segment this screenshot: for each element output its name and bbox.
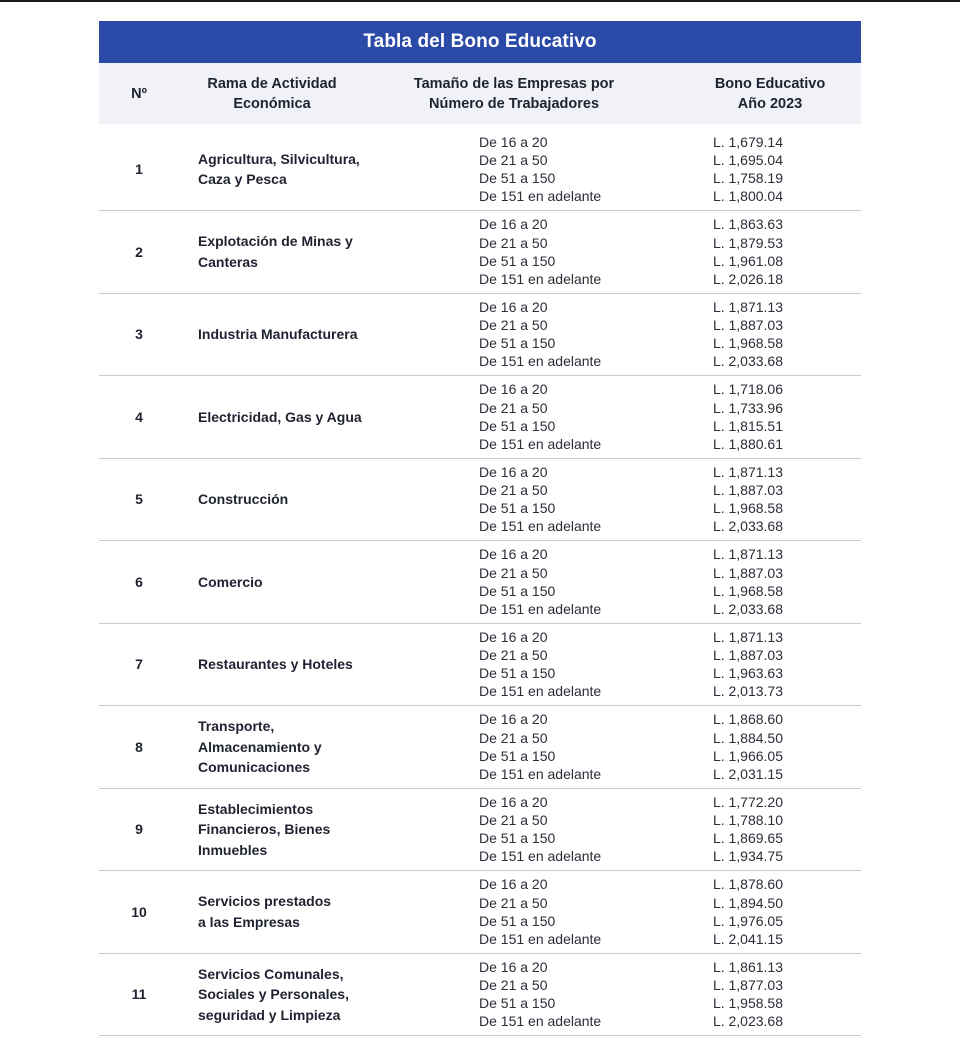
table-title: Tabla del Bono Educativo bbox=[99, 21, 861, 63]
bono-amount: L. 2,041.15 bbox=[712, 930, 783, 947]
bono-amount: L. 1,871.13 bbox=[712, 298, 783, 315]
company-size-range: De 16 a 20 bbox=[479, 546, 548, 563]
header-bono-line2: Año 2023 bbox=[737, 95, 803, 112]
bono-amount-list bbox=[629, 380, 861, 453]
bono-amount: L. 1,695.04 bbox=[712, 151, 783, 168]
company-size-list bbox=[389, 298, 629, 371]
company-size-range: De 51 a 150 bbox=[479, 995, 556, 1012]
rama-actividad-line: Canteras bbox=[198, 253, 258, 270]
company-size-range: De 16 a 20 bbox=[479, 216, 548, 233]
bono-amount: L. 1,879.53 bbox=[712, 234, 783, 251]
header-no: Nº bbox=[131, 85, 147, 102]
rama-actividad-line: a las Empresas bbox=[198, 913, 300, 930]
header-rama-line2: Económica bbox=[233, 95, 311, 112]
row-number: 10 bbox=[131, 903, 147, 920]
company-size-range: De 151 en adelante bbox=[479, 188, 602, 205]
bono-amount: L. 1,961.08 bbox=[712, 252, 783, 269]
company-size-range: De 16 a 20 bbox=[479, 463, 548, 480]
company-size-range: De 21 a 50 bbox=[479, 564, 548, 581]
row-number: 8 bbox=[135, 738, 143, 755]
company-size-list bbox=[389, 215, 629, 288]
company-size-range: De 151 en adelante bbox=[479, 518, 602, 535]
company-size-range: De 51 a 150 bbox=[479, 747, 556, 764]
company-size-range: De 21 a 50 bbox=[479, 812, 548, 829]
company-size-range: De 51 a 150 bbox=[479, 500, 556, 517]
company-size-range: De 16 a 20 bbox=[479, 876, 548, 893]
bono-amount: L. 1,758.19 bbox=[712, 170, 783, 186]
company-size-list bbox=[389, 875, 629, 948]
company-size-list bbox=[389, 133, 629, 206]
table-row bbox=[99, 706, 861, 789]
rama-actividad-line: Construcción bbox=[198, 491, 289, 507]
company-size-range: De 151 en adelante bbox=[479, 848, 602, 865]
bono-amount: L. 1,877.03 bbox=[712, 977, 783, 994]
bono-amount: L. 1,887.03 bbox=[712, 564, 783, 581]
bono-amount: L. 2,033.68 bbox=[712, 353, 783, 370]
bono-amount: L. 1,871.13 bbox=[712, 546, 783, 563]
row-number: 11 bbox=[131, 986, 147, 1003]
bono-amount-list bbox=[629, 875, 861, 948]
rama-actividad-line: Comercio bbox=[198, 573, 263, 590]
rama-actividad bbox=[179, 324, 389, 345]
company-size-range: De 16 a 20 bbox=[479, 133, 548, 150]
bono-amount: L. 2,013.73 bbox=[712, 683, 783, 700]
company-size-list bbox=[389, 463, 629, 536]
company-size-range: De 16 a 20 bbox=[479, 381, 548, 398]
company-size-list bbox=[389, 958, 629, 1031]
bono-amount: L. 1,966.05 bbox=[712, 747, 783, 764]
rama-actividad-line: Industria Manufacturera bbox=[198, 326, 358, 342]
company-size-range: De 151 en adelante bbox=[479, 435, 602, 452]
rama-actividad-line: Agricultura, Silvicultura, bbox=[198, 150, 360, 167]
table-row bbox=[99, 789, 861, 872]
rama-actividad-line: Almacenamiento y bbox=[198, 738, 322, 755]
bono-amount: L. 1,679.14 bbox=[712, 133, 783, 150]
bono-amount: L. 2,033.68 bbox=[712, 518, 783, 535]
company-size-range: De 21 a 50 bbox=[479, 399, 548, 416]
rama-actividad bbox=[179, 572, 389, 593]
company-size-range: De 16 a 20 bbox=[479, 298, 548, 315]
company-size-range: De 21 a 50 bbox=[479, 482, 548, 499]
bono-amount: L. 1,863.63 bbox=[712, 216, 783, 233]
company-size-range: De 51 a 150 bbox=[479, 912, 556, 929]
bono-amount-list bbox=[629, 710, 861, 783]
rama-actividad-line: Transporte, bbox=[198, 718, 275, 734]
bono-amount: L. 2,031.15 bbox=[712, 765, 783, 782]
table-row bbox=[99, 541, 861, 624]
bono-amount: L. 1,868.60 bbox=[712, 711, 783, 728]
bono-amount: L. 1,861.13 bbox=[712, 958, 783, 975]
bono-amount-list bbox=[629, 133, 861, 206]
row-number: 5 bbox=[135, 491, 143, 508]
bono-amount: L. 1,772.20 bbox=[712, 793, 783, 810]
company-size-range: De 151 en adelante bbox=[479, 930, 602, 947]
bono-educativo-table bbox=[99, 21, 861, 1036]
rama-actividad-line: Electricidad, Gas y Agua bbox=[198, 408, 362, 425]
bono-amount: L. 1,968.58 bbox=[712, 500, 783, 517]
company-size-range: De 21 a 50 bbox=[479, 234, 548, 251]
company-size-list bbox=[389, 793, 629, 866]
bono-amount: L. 1,800.04 bbox=[712, 188, 783, 205]
rama-actividad bbox=[179, 716, 389, 778]
bono-amount: L. 2,026.18 bbox=[712, 270, 783, 287]
rama-actividad-line: Servicios Comunales, bbox=[198, 965, 344, 982]
bono-amount: L. 1,887.03 bbox=[712, 647, 783, 664]
header-bono-line1: Bono Educativo bbox=[714, 75, 826, 92]
rama-actividad bbox=[179, 964, 389, 1026]
header-size-line1: Tamaño de las Empresas por bbox=[413, 75, 615, 92]
bono-amount: L. 1,968.58 bbox=[712, 582, 783, 599]
company-size-range: De 16 a 20 bbox=[479, 628, 548, 645]
company-size-range: De 21 a 50 bbox=[479, 894, 548, 911]
bono-amount: L. 1,894.50 bbox=[712, 894, 783, 911]
bono-amount: L. 1,880.61 bbox=[712, 435, 783, 452]
company-size-range: De 51 a 150 bbox=[479, 582, 556, 599]
table-row bbox=[99, 376, 861, 459]
table-row bbox=[99, 294, 861, 377]
company-size-range: De 21 a 50 bbox=[479, 977, 548, 994]
rama-actividad-line: Financieros, Bienes bbox=[198, 821, 331, 837]
bono-amount: L. 2,033.68 bbox=[712, 600, 783, 617]
rama-actividad-line: seguridad y Limpieza bbox=[198, 1006, 341, 1023]
company-size-range: De 51 a 150 bbox=[479, 417, 556, 434]
company-size-range: De 151 en adelante bbox=[479, 270, 602, 287]
bono-amount: L. 1,887.03 bbox=[712, 482, 783, 499]
header-size-line2: Número de Trabajadores bbox=[428, 95, 600, 112]
bono-amount: L. 1,788.10 bbox=[712, 812, 783, 829]
company-size-range: De 151 en adelante bbox=[479, 600, 602, 617]
company-size-range: De 51 a 150 bbox=[479, 170, 556, 186]
bono-amount: L. 1,871.13 bbox=[712, 463, 783, 480]
bono-amount: L. 1,884.50 bbox=[712, 729, 783, 746]
bono-amount: L. 1,869.65 bbox=[712, 830, 783, 847]
row-number: 1 bbox=[135, 161, 143, 177]
header-rama-line1: Rama de Actividad bbox=[207, 75, 337, 92]
bono-amount-list bbox=[629, 628, 861, 701]
rama-actividad bbox=[179, 231, 389, 272]
bono-amount-list bbox=[629, 958, 861, 1031]
bono-amount: L. 1,887.03 bbox=[712, 317, 783, 334]
bono-amount: L. 1,958.58 bbox=[712, 995, 783, 1012]
bono-amount: L. 1,733.96 bbox=[712, 399, 783, 416]
company-size-range: De 21 a 50 bbox=[479, 647, 548, 664]
company-size-list bbox=[389, 628, 629, 701]
bono-amount: L. 1,976.05 bbox=[712, 912, 783, 929]
top-border-line bbox=[0, 0, 960, 2]
bono-amount-list bbox=[629, 463, 861, 536]
table-body bbox=[99, 124, 861, 1036]
header-bono bbox=[629, 74, 861, 114]
bono-amount: L. 1,871.13 bbox=[712, 628, 783, 645]
row-number: 6 bbox=[135, 573, 143, 590]
rama-actividad-line: Explotación de Minas y bbox=[198, 233, 353, 250]
table-row bbox=[99, 459, 861, 542]
company-size-range: De 151 en adelante bbox=[479, 1013, 602, 1030]
rama-actividad-line: Inmuebles bbox=[198, 841, 268, 858]
rama-actividad-line: Restaurantes y Hoteles bbox=[198, 656, 353, 672]
table-row bbox=[99, 211, 861, 294]
table-row bbox=[99, 624, 861, 707]
company-size-list bbox=[389, 380, 629, 453]
bono-amount-list bbox=[629, 545, 861, 618]
rama-actividad bbox=[179, 407, 389, 428]
rama-actividad-line: Caza y Pesca bbox=[198, 171, 287, 187]
company-size-range: De 151 en adelante bbox=[479, 353, 602, 370]
company-size-range: De 21 a 50 bbox=[479, 317, 548, 334]
table-row bbox=[99, 871, 861, 954]
row-number: 2 bbox=[135, 243, 143, 260]
company-size-range: De 151 en adelante bbox=[479, 765, 602, 782]
table-row bbox=[99, 128, 861, 211]
rama-actividad-line: Comunicaciones bbox=[198, 759, 311, 775]
table-row bbox=[99, 954, 861, 1037]
company-size-range: De 16 a 20 bbox=[479, 958, 548, 975]
company-size-range: De 16 a 20 bbox=[479, 711, 548, 728]
bono-amount-list bbox=[629, 298, 861, 371]
company-size-range: De 51 a 150 bbox=[479, 830, 556, 847]
rama-actividad bbox=[179, 891, 389, 932]
bono-amount-list bbox=[629, 793, 861, 866]
company-size-range: De 21 a 50 bbox=[479, 151, 548, 168]
table-header-row bbox=[99, 63, 861, 124]
rama-actividad bbox=[179, 654, 389, 675]
company-size-range: De 51 a 150 bbox=[479, 252, 556, 269]
company-size-range: De 151 en adelante bbox=[479, 683, 602, 700]
bono-amount: L. 1,968.58 bbox=[712, 335, 783, 352]
bono-amount-list bbox=[629, 215, 861, 288]
company-size-range: De 21 a 50 bbox=[479, 729, 548, 746]
rama-actividad-line: Servicios prestados bbox=[198, 893, 332, 910]
rama-actividad bbox=[179, 799, 389, 861]
company-size-list bbox=[389, 710, 629, 783]
bono-amount: L. 1,815.51 bbox=[712, 417, 783, 434]
header-rama bbox=[179, 74, 389, 114]
bono-amount: L. 1,963.63 bbox=[712, 665, 783, 682]
rama-actividad bbox=[179, 489, 389, 510]
company-size-range: De 51 a 150 bbox=[479, 665, 556, 682]
header-size bbox=[389, 74, 629, 114]
company-size-list bbox=[389, 545, 629, 618]
rama-actividad-line: Establecimientos bbox=[198, 800, 314, 817]
row-number: 7 bbox=[135, 656, 143, 673]
row-number: 9 bbox=[135, 821, 143, 838]
row-number: 4 bbox=[135, 408, 143, 425]
rama-actividad-line: Sociales y Personales, bbox=[198, 986, 349, 1002]
bono-amount: L. 1,878.60 bbox=[712, 876, 783, 893]
company-size-range: De 16 a 20 bbox=[479, 793, 548, 810]
company-size-range: De 51 a 150 bbox=[479, 335, 556, 352]
bono-amount: L. 1,934.75 bbox=[712, 848, 783, 865]
row-number: 3 bbox=[135, 326, 143, 343]
bono-amount: L. 1,718.06 bbox=[712, 381, 783, 398]
rama-actividad bbox=[179, 149, 389, 190]
bono-amount: L. 2,023.68 bbox=[712, 1013, 783, 1030]
